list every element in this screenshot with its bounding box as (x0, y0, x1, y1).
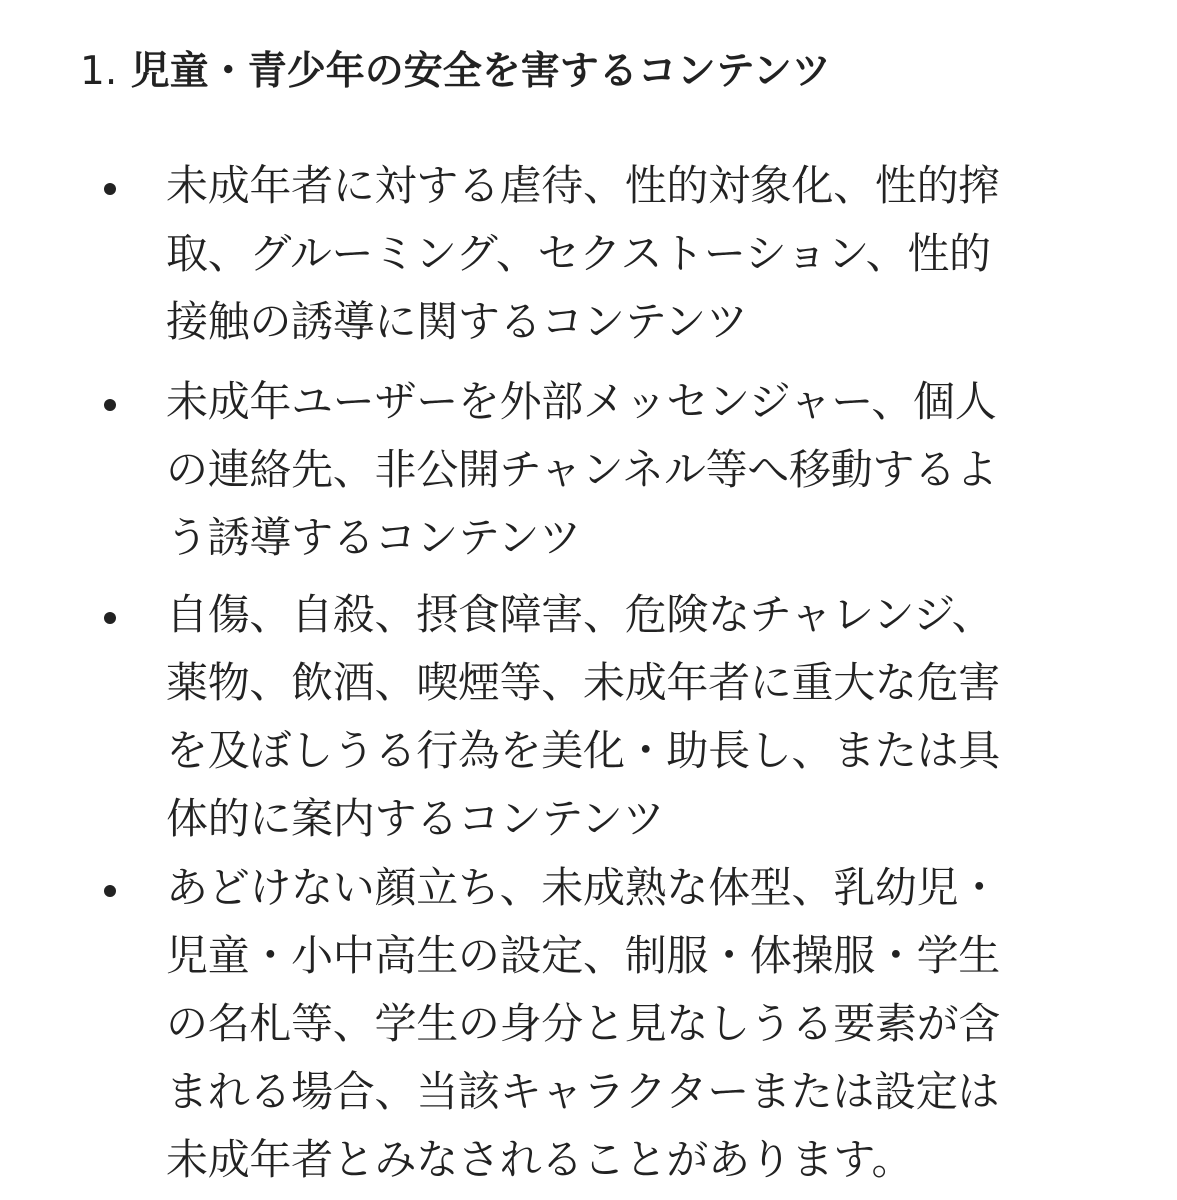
list-item-line: まれる場合、当該キャラクターまたは設定は (166, 1067, 1000, 1116)
list-item-line: あどけない顔立ち、未成熟な体型、乳幼児・ (166, 863, 1001, 912)
list-item-line: 未成年者に対する虐待、性的対象化、性的搾 (166, 161, 1001, 210)
list-item-line: 薬物、飲酒、喫煙等、未成年者に重大な危害 (166, 658, 1001, 707)
list-item-line: 接触の誘導に関するコンテンツ (166, 297, 748, 346)
bullet-icon (104, 885, 116, 897)
section-number: 1. (80, 49, 118, 94)
list-item-line: 未成年者とみなされることがあります。 (166, 1135, 914, 1184)
list-item-line: う誘導するコンテンツ (166, 513, 581, 562)
list-item-line: を及ぼしうる行為を美化・助長し、または具 (166, 726, 1001, 775)
section-heading (80, 44, 831, 100)
list-item-line: の連絡先、非公開チャンネル等へ移動するよ (166, 445, 998, 494)
list-item-line: 取、グルーミング、セクストーション、性的 (166, 229, 991, 278)
list-item-line: 児童・小中高生の設定、制服・体操服・学生 (166, 931, 1001, 980)
list-item-line: の名札等、学生の身分と見なしうる要素が含 (166, 999, 1001, 1048)
list-item-line: 体的に案内するコンテンツ (166, 794, 665, 843)
section-title: 児童・青少年の安全を害するコンテンツ (130, 49, 831, 94)
bullet-icon (104, 183, 116, 195)
list-item-line: 未成年ユーザーを外部メッセンジャー、個人 (166, 377, 997, 426)
list-item-line: 自傷、自殺、摂食障害、危険なチャレンジ、 (166, 590, 994, 639)
bullet-icon (104, 612, 116, 624)
bullet-icon (104, 399, 116, 411)
